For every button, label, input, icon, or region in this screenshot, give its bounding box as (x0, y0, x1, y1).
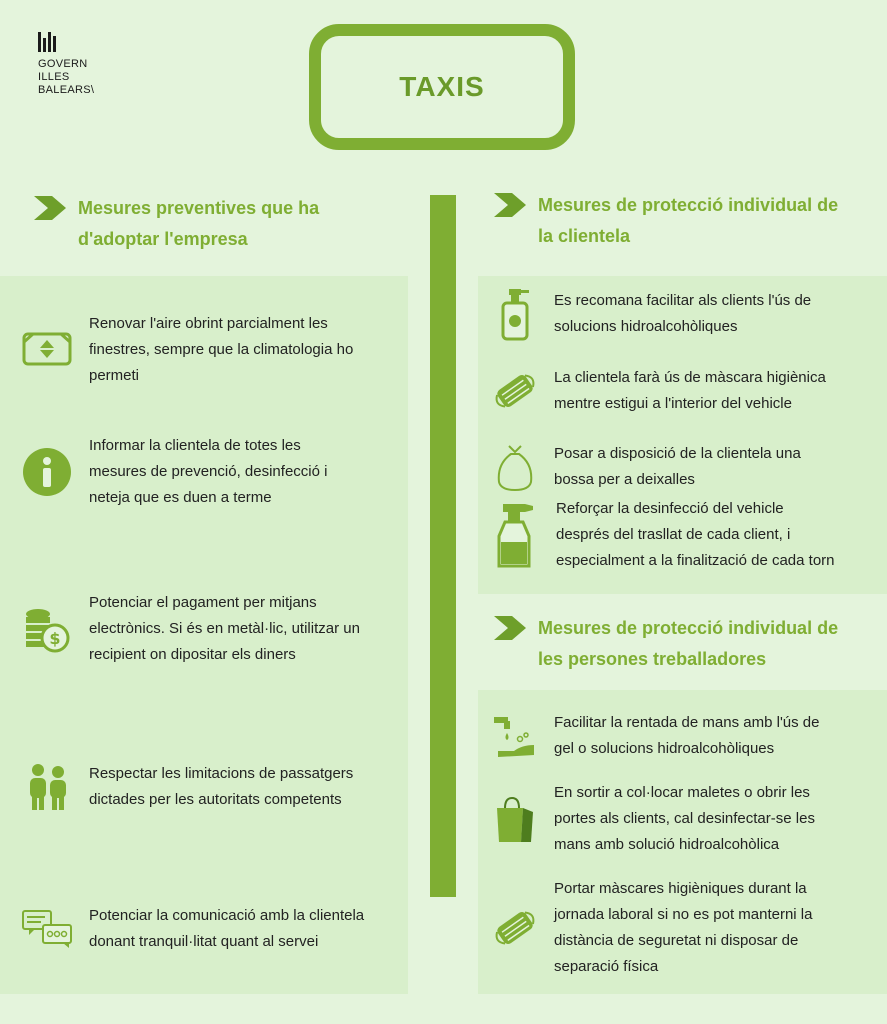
right-top-section-heading: Mesures de protecció individual de la clientela (494, 190, 838, 252)
list-item: Es recomana facilitar als clients l'ús de solucions hidroalcohòliques (488, 287, 883, 341)
chevron-right-icon (494, 614, 528, 642)
list-item: En sortir a col·locar maletes o obrir les portes als clients, cal desinfectar-se les mans amb solució hidroalcohòlica (488, 780, 883, 858)
chevron-right-icon (494, 191, 528, 219)
left-section-heading: Mesures preventives que ha d'adoptar l'empresa (34, 193, 319, 255)
list-item: Informar la clientela de totes les mesures de prevenció, desinfecció i neteja que es duen a terme (20, 433, 400, 511)
list-item: $ Potenciar el pagament per mitjans electrònics. Si és en metàl·lic, utilitzar un recipient on dipositar els diners (20, 590, 400, 668)
list-item: Facilitar la rentada de mans amb l'ús de gel o solucions hidroalcohòliques (488, 709, 883, 763)
bag-icon (488, 440, 542, 494)
page-title: TAXIS (399, 71, 485, 102)
list-item: Reforçar la desinfecció del vehicle després del trasllat de cada client, i especialment a la finalització de cada torn (488, 496, 883, 574)
chevron-right-icon (34, 194, 68, 222)
svg-text:$: $ (49, 629, 61, 648)
govern-logo (38, 32, 118, 97)
mask-icon (488, 364, 542, 418)
info-icon (20, 445, 74, 499)
logo-mark-icon (38, 32, 118, 52)
mask-icon (488, 901, 542, 955)
coins-icon (20, 602, 74, 656)
center-divider (430, 195, 456, 897)
logo-text: GOVERN ILLES BALEARS\ (38, 58, 95, 96)
sanitizer-icon (488, 287, 542, 341)
list-item: Renovar l'aire obrint parcialment les finestres, sempre que la climatologia ho permeti (20, 311, 400, 389)
list-item: Posar a disposició de la clientela una bossa per a deixalles (488, 440, 883, 494)
list-item: Potenciar la comunicació amb la clientela donant tranquil·litat quant al servei (20, 902, 400, 956)
list-item: Portar màscares higièniques durant la jornada laboral si no es pot manterni la distància de seguretat ni disposar de separació física (488, 876, 883, 980)
spray-icon (488, 496, 542, 574)
people-icon (20, 760, 74, 814)
handwash-icon (488, 709, 542, 763)
list-item: Respectar les limitacions de passatgers dictades per les autoritats competents (20, 760, 400, 814)
title-box (309, 24, 575, 150)
shopping-bag-icon (488, 792, 542, 846)
window-icon (20, 323, 74, 377)
right-bottom-section-heading: Mesures de protecció individual de les persones treballadores (494, 613, 838, 675)
chat-icon (20, 902, 74, 956)
list-item: La clientela farà ús de màscara higiènica mentre estigui a l'interior del vehicle (488, 364, 883, 418)
